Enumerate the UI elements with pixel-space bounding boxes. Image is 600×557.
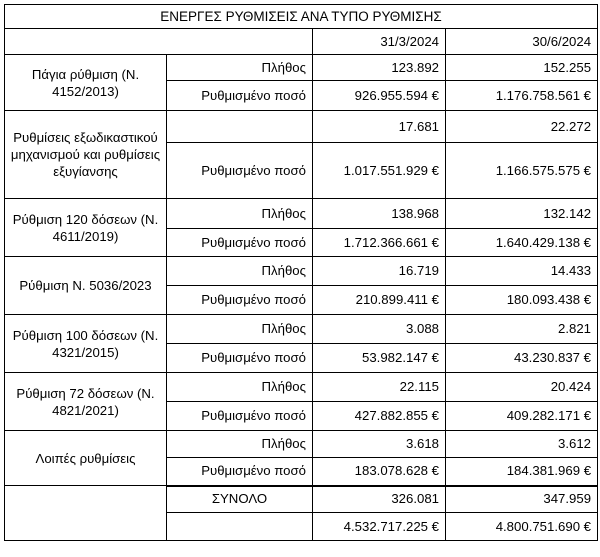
row-label: Πλήθος [167,431,313,458]
value-cell: 184.381.969 € [446,458,598,486]
group-label: Πάγια ρύθμιση (Ν. 4152/2013) [5,55,167,111]
group-label: Ρύθμιση 120 δόσεων (Ν. 4611/2019) [5,199,167,257]
total-count-cell: 326.081 [313,486,446,513]
group-label: Ρυθμίσεις εξωδικαστικού μηχανισμού και ρυθμίσεις εξυγίανσης [5,111,167,199]
title-row [5,5,598,29]
row-label: Πλήθος [167,199,313,229]
value-cell: 1.166.575.575 € [446,143,598,199]
row-label: Ρυθμισμένο ποσό [167,344,313,373]
value-cell: 22.272 [446,111,598,143]
row-label: Πλήθος [167,315,313,344]
table-row [5,199,598,229]
value-cell: 132.142 [446,199,598,229]
group-label: Λοιπές ρυθμίσεις [5,431,167,486]
row-label: Ρυθμισμένο ποσό [167,402,313,431]
total-label: ΣΥΝΟΛΟ [167,486,313,513]
row-label [167,111,313,143]
row-label: Πλήθος [167,373,313,402]
value-cell: 152.255 [446,55,598,81]
value-cell: 180.093.438 € [446,286,598,315]
value-cell: 3.088 [313,315,446,344]
date-header-1: 31/3/2024 [313,29,446,55]
row-label: Ρυθμισμένο ποσό [167,458,313,486]
value-cell: 1.640.429.138 € [446,229,598,257]
total-amount-cell: 4.800.751.690 € [446,513,598,541]
total-amount-cell: 4.532.717.225 € [313,513,446,541]
value-cell: 138.968 [313,199,446,229]
group-label: Ρύθμιση 72 δόσεων (Ν. 4821/2021) [5,373,167,431]
value-cell: 53.982.147 € [313,344,446,373]
table-row [5,111,598,143]
value-cell: 1.017.551.929 € [313,143,446,199]
value-cell: 1.712.366.661 € [313,229,446,257]
value-cell: 20.424 [446,373,598,402]
value-cell: 14.433 [446,257,598,286]
total-count-row [5,486,598,513]
table-row [5,257,598,286]
date-header-2: 30/6/2024 [446,29,598,55]
group-label: Ρύθμιση 100 δόσεων (Ν. 4321/2015) [5,315,167,373]
total-blank [5,486,167,541]
row-label: Ρυθμισμένο ποσό [167,229,313,257]
value-cell: 16.719 [313,257,446,286]
header-row [5,29,598,55]
value-cell: 926.955.594 € [313,81,446,111]
table-row [5,55,598,81]
value-cell: 409.282.171 € [446,402,598,431]
row-label: Πλήθος [167,55,313,81]
table-row [5,315,598,344]
value-cell: 183.078.628 € [313,458,446,486]
group-label: Ρύθμιση Ν. 5036/2023 [5,257,167,315]
table-row [5,431,598,458]
value-cell: 43.230.837 € [446,344,598,373]
value-cell: 210.899.411 € [313,286,446,315]
row-label: Ρυθμισμένο ποσό [167,81,313,111]
row-label: Ρυθμισμένο ποσό [167,286,313,315]
value-cell: 1.176.758.561 € [446,81,598,111]
value-cell: 22.115 [313,373,446,402]
value-cell: 2.821 [446,315,598,344]
value-cell: 17.681 [313,111,446,143]
row-label: Ρυθμισμένο ποσό [167,143,313,199]
value-cell: 3.612 [446,431,598,458]
total-count-cell: 347.959 [446,486,598,513]
value-cell: 123.892 [313,55,446,81]
table-row [5,373,598,402]
total-amount-blank [167,513,313,541]
value-cell: 3.618 [313,431,446,458]
header-blank [5,29,313,55]
table-title: ΕΝΕΡΓΕΣ ΡΥΘΜΙΣΕΙΣ ΑΝΑ ΤΥΠΟ ΡΥΘΜΙΣΗΣ [5,5,598,29]
settlements-table [4,4,598,541]
row-label: Πλήθος [167,257,313,286]
value-cell: 427.882.855 € [313,402,446,431]
